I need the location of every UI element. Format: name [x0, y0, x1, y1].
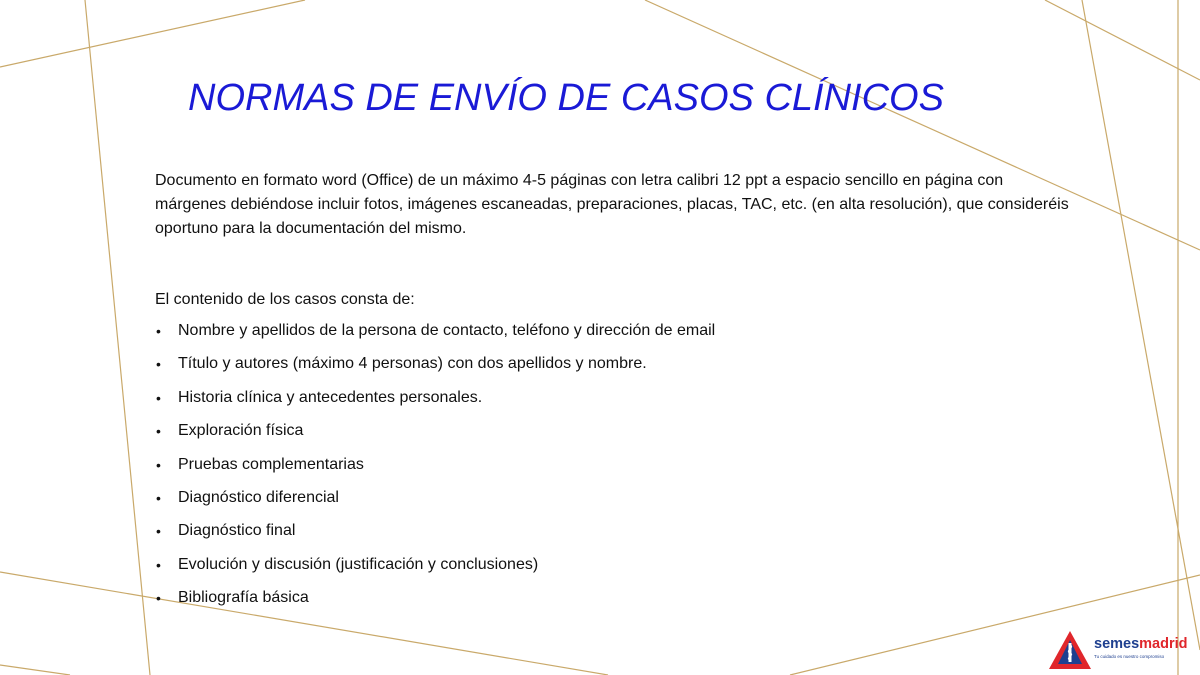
decor-line	[0, 0, 305, 67]
bullet: •	[156, 523, 161, 540]
list-item	[155, 454, 715, 487]
logo-tagline: Tu cuidado es nuestro compromiso	[1094, 654, 1165, 659]
list-item	[155, 520, 715, 553]
decor-line	[1045, 0, 1200, 80]
list-item	[155, 554, 715, 587]
logo-wordmark	[1094, 636, 1188, 652]
page-title: NORMAS DE ENVÍO DE CASOS CLÍNICOS	[188, 77, 944, 119]
list-item	[155, 587, 715, 620]
list-item	[155, 420, 715, 453]
semes-madrid-logo	[1048, 630, 1196, 670]
decor-line	[1082, 0, 1200, 650]
list-item-text: Diagnóstico diferencial	[178, 488, 339, 506]
list-item	[155, 387, 715, 420]
list-item	[155, 487, 715, 520]
logo-brand-semes: semes	[1094, 636, 1140, 652]
bullet: •	[156, 556, 161, 573]
bullet: •	[156, 489, 161, 506]
contents-heading: El contenido de los casos consta de:	[155, 291, 415, 308]
decor-line	[85, 0, 150, 675]
list-item-text: Título y autores (máximo 4 personas) con dos apellidos y nombre.	[178, 355, 647, 373]
star-of-life-icon	[1048, 630, 1092, 670]
list-item	[155, 320, 715, 353]
list-item-text: Bibliografía básica	[178, 589, 309, 607]
intro-paragraph: Documento en formato word (Office) de un máximo 4-5 páginas con letra calibri 12 ppt a espacio sencillo en página con márgenes debiéndose incluir fotos, imágenes escaneadas, preparaciones, placas, TAC, etc. (en alta resolución), que consideréis oportuno para la documentación del mismo.	[155, 172, 1069, 237]
decor-line	[0, 665, 70, 675]
list-item-text: Nombre y apellidos de la persona de contacto, teléfono y dirección de email	[178, 322, 716, 339]
contents-list	[155, 320, 715, 621]
bullet: •	[156, 423, 161, 440]
logo-brand-madrid: madrid	[1139, 636, 1188, 652]
list-item-text: Exploración física	[178, 422, 304, 440]
bullet: •	[156, 590, 161, 607]
list-item	[155, 353, 715, 386]
bullet: •	[156, 323, 161, 339]
list-item-text: Pruebas complementarias	[178, 455, 364, 473]
bullet: •	[156, 389, 161, 406]
bullet: •	[156, 356, 161, 373]
bullet: •	[156, 456, 161, 473]
list-item-text: Evolución y discusión (justificación y conclusiones)	[178, 555, 539, 573]
list-item-text: Diagnóstico final	[178, 522, 296, 540]
list-item-text: Historia clínica y antecedentes personales.	[178, 388, 483, 406]
